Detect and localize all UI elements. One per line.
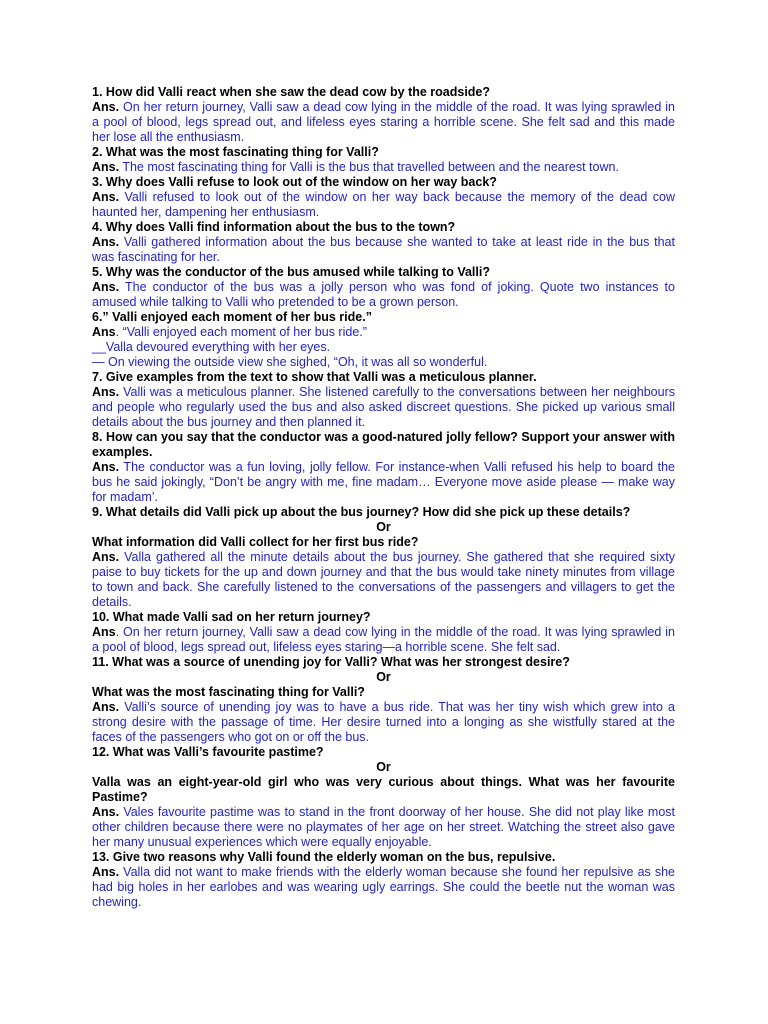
or-separator: Or <box>376 520 391 534</box>
question: 11. What was a source of unending joy for Valli? What was her strongest desire? <box>92 655 570 669</box>
answer <box>92 160 675 175</box>
answer-text: Valli refused to look out of the window on her way back because the memory of the dead cow haunted her, dampening her enthusiasm. <box>92 190 675 219</box>
answer-label: Ans. <box>92 805 120 819</box>
question: What information did Valli collect for her first bus ride? <box>92 535 419 549</box>
or-separator: Or <box>376 670 391 684</box>
answer-label: Ans. <box>92 385 120 399</box>
answer-label: Ans. <box>92 160 120 174</box>
answer <box>92 700 675 745</box>
question: 6.” Valli enjoyed each moment of her bus ride.” <box>92 310 372 324</box>
answer-text: Valli’s source of unending joy was to have a bus ride. That was her tiny wish which grew into a strong desire with the passage of time. Her desire turned into a longing as she wistfully stared at the faces of the passengers who got on or off the bus. <box>92 700 675 744</box>
question: 3. Why does Valli refuse to look out of the window on her way back? <box>92 175 497 189</box>
answer <box>92 625 675 655</box>
answer <box>92 865 675 910</box>
answer-text: The conductor of the bus was a jolly person who was fond of joking. Quote two instances to amused while talking to Valli who pretended to be a grown person. <box>92 280 675 309</box>
answer-label: Ans. <box>92 700 120 714</box>
question: What was the most fascinating thing for Valli? <box>92 685 365 699</box>
answer <box>92 325 675 340</box>
answer-text: Valli gathered information about the bus because she wanted to take at least ride in the bus that was fascinating for her. <box>92 235 675 264</box>
answer-label: Ans. <box>92 550 120 564</box>
question: 13. Give two reasons why Valli found the elderly woman on the bus, repulsive. <box>92 850 556 864</box>
answer <box>92 550 675 610</box>
question: 12. What was Valli’s favourite pastime? <box>92 745 324 759</box>
question: 8. How can you say that the conductor was a good-natured jolly fellow? Support your answer with examples. <box>92 430 675 459</box>
answer <box>92 460 675 505</box>
answer-text: On her return journey, Valli saw a dead cow lying in the middle of the road. It was lying sprawled in a pool of blood, legs spread out, and lifeless eyes staring a horrible scene. She felt sad and this made her lose all the enthusiasm. <box>92 100 675 144</box>
answer <box>92 805 675 850</box>
answer-text: Valli was a meticulous planner. She listened carefully to the conversations between her neighbours and people who regularly used the bus and also asked discreet questions. She picked up various small details about the bus journey and then planned it. <box>92 385 675 429</box>
answer-label: Ans <box>92 325 116 339</box>
question: 10. What made Valli sad on her return journey? <box>92 610 371 624</box>
answer <box>92 235 675 265</box>
answer-text: . “Valli enjoyed each moment of her bus ride.” <box>115 325 367 339</box>
answer-label: Ans. <box>92 100 120 114</box>
question: 2. What was the most fascinating thing for Valli? <box>92 145 379 159</box>
answer-text: . On her return journey, Valli saw a dead cow lying in the middle of the road. It was lying sprawled in a pool of blood, legs spread out, lifeless eyes staring—a horrible scene. She felt sad. <box>92 625 675 654</box>
question: 1. How did Valli react when she saw the dead cow by the roadside? <box>92 85 491 99</box>
answer-label: Ans. <box>92 280 120 294</box>
question: 4. Why does Valli find information about the bus to the town? <box>92 220 456 234</box>
answer-label: Ans. <box>92 235 120 249</box>
answer-label: Ans <box>92 625 116 639</box>
answer-label: Ans. <box>92 865 120 879</box>
answer-text: Valla did not want to make friends with the elderly woman because she found her repulsive as she had big holes in her earlobes and was wearing ugly earrings. She could the beetle nut the woman was chewing. <box>92 865 675 909</box>
answer-line: — On viewing the outside view she sighed, “Oh, it was all so wonderful. <box>92 355 488 369</box>
answer <box>92 280 675 310</box>
answer-text: Vales favourite pastime was to stand in the front doorway of her house. She did not play like most other children because there were no playmates of her age on her street. Watching the street also gave her many unusual experiences which were equally enjoyable. <box>92 805 675 849</box>
answer-text: The most fascinating thing for Valli is the bus that travelled between and the nearest town. <box>119 160 619 174</box>
answer <box>92 385 675 430</box>
answer-line: __Valla devoured everything with her eyes. <box>92 340 331 354</box>
answer-text: Valla gathered all the minute details about the bus journey. She gathered that she required sixty paise to buy tickets for the up and down journey and that the bus would take ninety minutes from village to town and back. She carefully listened to the conversations of the passengers and villagers to get the details. <box>92 550 675 609</box>
question: 5. Why was the conductor of the bus amused while talking to Valli? <box>92 265 490 279</box>
question: Valla was an eight-year-old girl who was very curious about things. What was her favourite Pastime? <box>92 775 675 804</box>
answer-label: Ans. <box>92 460 120 474</box>
answer <box>92 190 675 220</box>
answer <box>92 100 675 145</box>
answer-label: Ans. <box>92 190 120 204</box>
question: 7. Give examples from the text to show that Valli was a meticulous planner. <box>92 370 537 384</box>
answer-text: The conductor was a fun loving, jolly fellow. For instance-when Valli refused his help to board the bus he said jokingly, “Don’t be angry with me, fine madam… Everyone move aside please — make way for madam’. <box>92 460 675 504</box>
question: 9. What details did Valli pick up about the bus journey? How did she pick up these details? <box>92 505 631 519</box>
or-separator: Or <box>376 760 391 774</box>
document-body <box>92 85 675 910</box>
